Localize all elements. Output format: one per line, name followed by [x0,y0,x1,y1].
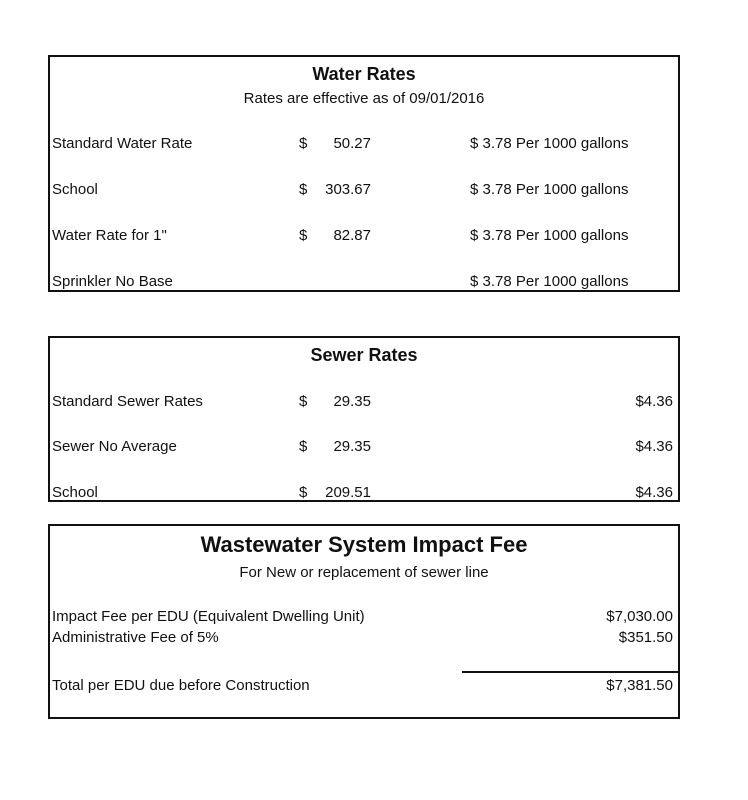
water-row-label: Water Rate for 1" [52,227,167,244]
impact-row-value: $7,030.00 [606,608,673,625]
water-row-currency: $ [299,227,308,244]
water-rates-table [48,55,680,292]
impact-total-label: Total per EDU due before Construction [52,677,310,694]
sewer-row-currency: $ [299,393,308,410]
sewer-row-currency: $ [299,438,308,455]
sewer-row-usage: $4.36 [635,393,673,410]
water-row-amount: 303.67 [325,181,371,198]
sewer-row-amount: 29.35 [333,438,371,455]
impact-row-label: Impact Fee per EDU (Equivalent Dwelling Unit) [52,608,365,625]
sewer-row-currency: $ [299,484,308,501]
water-row-amount: 50.27 [333,135,371,152]
impact-total-value: $7,381.50 [606,677,673,694]
sewer-row-amount: 29.35 [333,393,371,410]
total-divider [462,671,680,673]
impact-fee-subtitle: For New or replacement of sewer line [239,564,489,581]
impact-row-value: $351.50 [618,629,673,646]
water-row-currency: $ [299,181,308,198]
sewer-row-amount: 209.51 [325,484,371,501]
water-row-label: Standard Water Rate [52,135,193,152]
water-row-currency: $ [299,135,308,152]
sewer-rates-table [48,336,680,502]
impact-row-label: Administrative Fee of 5% [52,629,219,646]
water-row-label: School [52,181,98,198]
water-row-usage: $ 3.78 Per 1000 gallons [470,181,629,198]
sewer-row-usage: $4.36 [635,438,673,455]
sewer-rates-title: Sewer Rates [310,345,418,365]
sewer-row-usage: $4.36 [635,484,673,501]
water-row-usage: $ 3.78 Per 1000 gallons [470,135,629,152]
sewer-row-label: Sewer No Average [52,438,177,455]
sewer-row-label: Standard Sewer Rates [52,393,203,410]
water-row-usage: $ 3.78 Per 1000 gallons [470,227,629,244]
water-rates-title: Water Rates [312,64,416,84]
impact-fee-title: Wastewater System Impact Fee [200,532,528,557]
water-row-amount: 82.87 [333,227,371,244]
impact-fee-table [48,524,680,719]
water-row-label: Sprinkler No Base [52,273,173,290]
sewer-row-label: School [52,484,98,501]
water-rates-subtitle: Rates are effective as of 09/01/2016 [243,90,485,107]
water-row-usage: $ 3.78 Per 1000 gallons [470,273,629,290]
